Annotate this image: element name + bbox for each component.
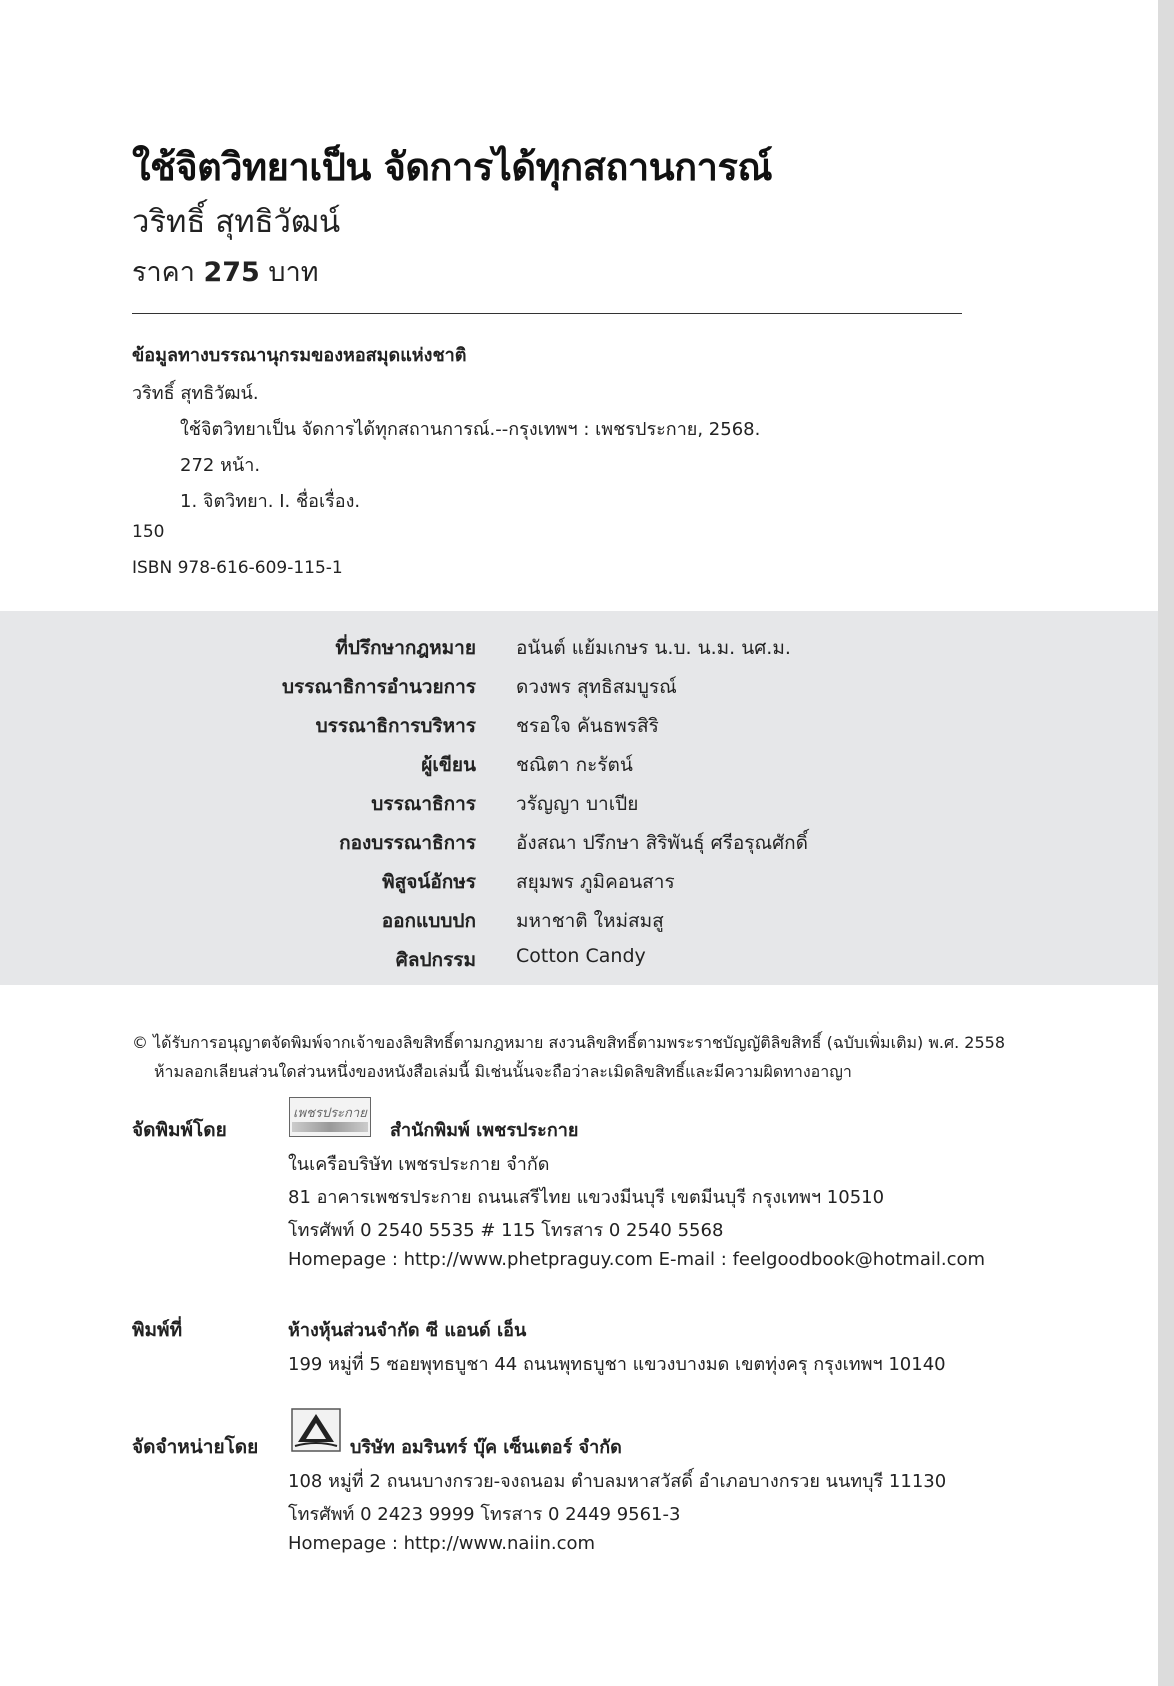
credit-row — [0, 745, 1158, 784]
credit-name: Cotton Candy — [516, 945, 646, 967]
publisher-web: Homepage : http://www.phetpraguy.com E-mail : feelgoodbook@hotmail.com — [288, 1249, 986, 1270]
cip-class-number: 150 — [132, 522, 165, 542]
credit-row — [0, 628, 1158, 667]
credit-row — [0, 823, 1158, 862]
book-author: วริทธิ์ สุทธิวัฒน์ — [132, 204, 341, 240]
credit-role: ศิลปกรรม — [395, 949, 476, 971]
printer-name: ห้างหุ้นส่วนจำกัด ซี แอนด์ เอ็น — [288, 1320, 527, 1341]
distributor-name-line — [350, 1432, 622, 1461]
credit-name: ชณิตา กะรัตน์ — [516, 754, 633, 776]
distributor-web: Homepage : http://www.naiin.com — [288, 1533, 596, 1554]
publisher-logo-band — [292, 1122, 368, 1132]
price-prefix: ราคา — [132, 257, 204, 288]
page-edge-strip — [1158, 0, 1174, 1686]
publisher-logo-text: เพชรประกาย — [293, 1106, 367, 1121]
credit-name: วรัญญา บาเปีย — [516, 793, 639, 815]
publisher-group: ในเครือบริษัท เพชรประกาย จำกัด — [288, 1154, 550, 1175]
credit-row — [0, 862, 1158, 901]
cip-isbn: ISBN 978-616-609-115-1 — [132, 558, 343, 578]
publisher-address: 81 อาคารเพชรประกาย ถนนเสรีไทย แขวงมีนบุรี เขตมีนบุรี กรุงเทพฯ 10510 — [288, 1187, 885, 1208]
credit-row — [0, 940, 1158, 979]
price-value: 275 — [203, 257, 260, 288]
copyright-notice — [132, 1028, 1005, 1086]
credit-name: ชรอใจ คันธพรสิริ — [516, 715, 659, 737]
credit-name: ดวงพร สุทธิสมบูรณ์ — [516, 676, 677, 698]
credit-role: ผู้เขียน — [421, 754, 476, 776]
credit-role: บรรณาธิการอำนวยการ — [282, 676, 476, 698]
distributor-phone: โทรศัพท์ 0 2423 9999 โทรสาร 0 2449 9561-3 — [288, 1504, 681, 1525]
publisher-logo — [289, 1097, 371, 1137]
credit-role: บรรณาธิการบริหาร — [315, 715, 476, 737]
publisher-label: จัดพิมพ์โดย — [132, 1119, 227, 1141]
distributor-label: จัดจำหน่ายโดย — [132, 1436, 259, 1458]
copyright-line-2: ห้ามลอกเลียนส่วนใดส่วนหนึ่งของหนังสือเล่มนี้ มิเช่นนั้นจะถือว่าละเมิดลิขสิทธิ์และมีความผิดทางอาญา — [154, 1062, 852, 1081]
printer-name-line — [288, 1315, 526, 1344]
copyright-line-1: © ได้รับการอนุญาตจัดพิมพ์จากเจ้าของลิขสิทธิ์ตามกฎหมาย สงวนลิขสิทธิ์ตามพระราชบัญญัติลิขสิทธิ์ (ฉบับเพิ่มเติม) พ.ศ. 2558 — [132, 1033, 1006, 1052]
distributor-address: 108 หมู่ที่ 2 ถนนบางกรวย-จงถนอม ตำบลมหาสวัสดิ์ อำเภอบางกรวย นนทบุรี 11130 — [288, 1471, 947, 1492]
divider-line — [132, 313, 962, 314]
publisher-name-line — [390, 1115, 578, 1144]
distributor-name: บริษัท อมรินทร์ บุ๊ค เซ็นเตอร์ จำกัด — [350, 1437, 622, 1458]
book-title: ใช้จิตวิทยาเป็น จัดการได้ทุกสถานการณ์ — [132, 145, 773, 189]
printer-label: พิมพ์ที่ — [132, 1319, 183, 1341]
credit-name: มหาชาติ ใหม่สมสู — [516, 910, 664, 932]
publisher-name: สำนักพิมพ์ เพชรประกาย — [390, 1120, 579, 1141]
cip-title: ใช้จิตวิทยาเป็น จัดการได้ทุกสถานการณ์.--กรุงเทพฯ : เพชรประกาย, 2568. — [180, 419, 761, 440]
credit-name: สยุมพร ภูมิคอนสาร — [516, 871, 675, 893]
price-suffix: บาท — [259, 257, 319, 288]
credit-role: ที่ปรึกษากฎหมาย — [335, 637, 476, 659]
credit-role: พิสูจน์อักษร — [382, 871, 476, 893]
credit-row — [0, 706, 1158, 745]
credit-name: อังสณา ปรึกษา สิริพันธุ์ ศรีอรุณศักดิ์ — [516, 832, 808, 854]
publisher-phone: โทรศัพท์ 0 2540 5535 # 115 โทรสาร 0 2540 5568 — [288, 1220, 724, 1241]
distributor-logo-icon — [291, 1408, 341, 1452]
credit-row — [0, 901, 1158, 940]
credit-row — [0, 667, 1158, 706]
cip-author: วริทธิ์ สุทธิวัฒน์. — [132, 383, 259, 404]
cip-heading: ข้อมูลทางบรรณานุกรมของหอสมุดแห่งชาติ — [132, 345, 467, 366]
cip-pages: 272 หน้า. — [180, 455, 261, 476]
book-price — [132, 250, 319, 293]
credit-row — [0, 784, 1158, 823]
credit-role: บรรณาธิการ — [371, 793, 476, 815]
credit-role: กองบรรณาธิการ — [339, 832, 476, 854]
credit-name: อนันต์ แย้มเกษร น.บ. น.ม. นศ.ม. — [516, 637, 791, 659]
cip-subject: 1. จิตวิทยา. I. ชื่อเรื่อง. — [180, 491, 361, 512]
credits-panel — [0, 611, 1158, 985]
credit-role: ออกแบบปก — [381, 910, 476, 932]
printer-address: 199 หมู่ที่ 5 ซอยพุทธบูชา 44 ถนนพุทธบูชา แขวงบางมด เขตทุ่งครุ กรุงเทพฯ 10140 — [288, 1354, 946, 1375]
